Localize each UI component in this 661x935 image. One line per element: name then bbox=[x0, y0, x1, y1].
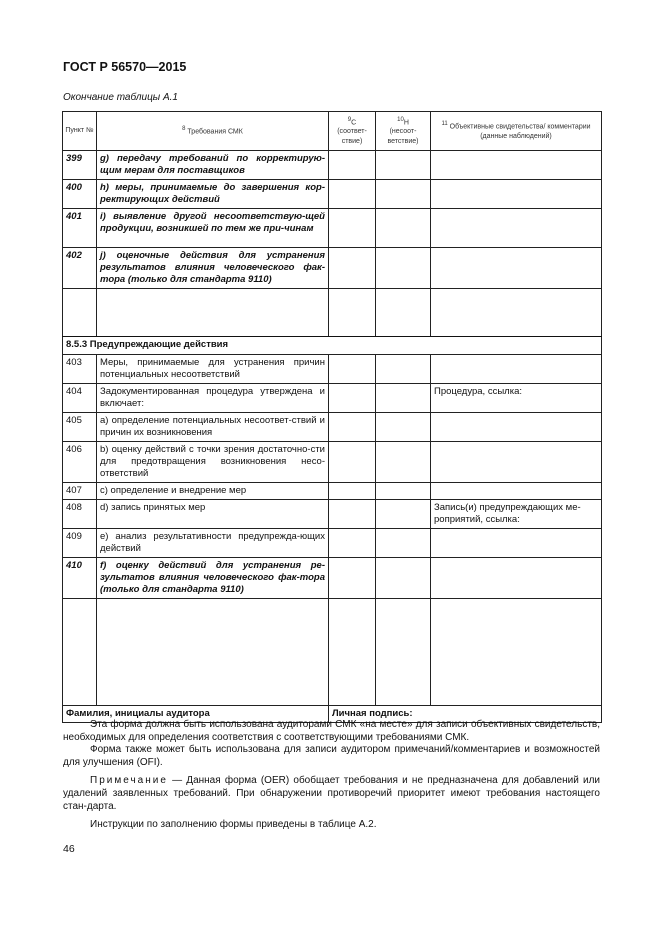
row-requirement: Меры, принимаемые для устранения причин потенциальных несоответствий bbox=[97, 355, 329, 384]
section-title: 8.5.3 Предупреждающие действия bbox=[63, 337, 602, 355]
row-number: 403 bbox=[63, 355, 97, 384]
row-requirement: i) выявление другой несоответствую-щей продукции, возникшей по тем же при-чинам bbox=[97, 209, 329, 248]
cell-conformity[interactable] bbox=[329, 209, 376, 248]
paragraph-instructions: Инструкции по заполнению формы приведены в таблице А.2. bbox=[90, 819, 377, 830]
row-number: 409 bbox=[63, 529, 97, 558]
cell-evidence[interactable] bbox=[431, 413, 602, 442]
row-number: 408 bbox=[63, 500, 97, 529]
row-requirement: е) анализ результативности предупрежда-ющих действий bbox=[97, 529, 329, 558]
header-evidence-number: 11 bbox=[441, 121, 448, 128]
table-row bbox=[63, 413, 602, 442]
cell-conformity[interactable] bbox=[329, 500, 376, 529]
cell-evidence[interactable] bbox=[431, 558, 602, 599]
signature-field[interactable]: Личная подпись: bbox=[329, 706, 602, 723]
table-row bbox=[63, 248, 602, 289]
header-num: Пункт № bbox=[63, 112, 97, 151]
cell-evidence[interactable] bbox=[431, 483, 602, 500]
section-row bbox=[63, 337, 602, 355]
cell-nonconformity[interactable] bbox=[376, 413, 431, 442]
table-row bbox=[63, 442, 602, 483]
row-requirement: f) оценку действий для устранения ре-зультатов влияния человеческого фак-тора (только для стандарта 9110) bbox=[97, 558, 329, 599]
note-label: Примечание bbox=[90, 775, 168, 786]
cell-conformity[interactable] bbox=[329, 248, 376, 289]
table-row bbox=[63, 180, 602, 209]
table-row bbox=[63, 483, 602, 500]
row-number: 405 bbox=[63, 413, 97, 442]
table-row bbox=[63, 529, 602, 558]
cell-nonconformity[interactable] bbox=[376, 500, 431, 529]
cell-evidence[interactable] bbox=[431, 248, 602, 289]
note-paragraph bbox=[63, 774, 600, 813]
row-number: 410 bbox=[63, 558, 97, 599]
header-nonconformity-number: 10 bbox=[397, 116, 404, 123]
cell-evidence[interactable]: Запись(и) предупреждающих ме-роприятий, ссылка: bbox=[431, 500, 602, 529]
row-number: 404 bbox=[63, 384, 97, 413]
blank-row bbox=[63, 599, 602, 706]
blank-row bbox=[63, 289, 602, 337]
cell-conformity[interactable] bbox=[329, 384, 376, 413]
header-requirements-number: 8 bbox=[182, 126, 186, 133]
cell-nonconformity[interactable] bbox=[376, 529, 431, 558]
table-row bbox=[63, 384, 602, 413]
requirements-table bbox=[62, 111, 602, 723]
cell-conformity[interactable] bbox=[329, 483, 376, 500]
cell-conformity[interactable] bbox=[329, 151, 376, 180]
row-requirement: b) оценку действий с точки зрения достаточно-сти для предотвращения возникновения несо-ответствий bbox=[97, 442, 329, 483]
table-row bbox=[63, 500, 602, 529]
row-requirement: Задокументированная процедура утверждена и включает: bbox=[97, 384, 329, 413]
cell-evidence[interactable] bbox=[431, 180, 602, 209]
table-caption: Окончание таблицы А.1 bbox=[63, 92, 178, 103]
table-row bbox=[63, 209, 602, 248]
row-requirement: а) определение потенциальных несоответ-ствий и причин их возникновения bbox=[97, 413, 329, 442]
row-number: 400 bbox=[63, 180, 97, 209]
cell-evidence[interactable]: Процедура, ссылка: bbox=[431, 384, 602, 413]
note-text: — Данная форма (OER) обобщает требования и не предназначена для добавлений или удалений заявленных требований. При обнаружении противоречий приоритет имеют требования настоящего стан-дарта. bbox=[63, 775, 600, 812]
cell-nonconformity[interactable] bbox=[376, 248, 431, 289]
header-conformity-number: 9 bbox=[347, 116, 352, 123]
auditor-name-field[interactable]: Фамилия, инициалы аудитора bbox=[63, 706, 329, 723]
paragraph-form-use: Форма также может быть использована для записи аудитором примечаний/комментариев и возможностей для улучшения (OFI). bbox=[63, 744, 600, 768]
cell-conformity[interactable] bbox=[329, 442, 376, 483]
cell-nonconformity[interactable] bbox=[376, 180, 431, 209]
cell-nonconformity[interactable] bbox=[376, 558, 431, 599]
row-number: 406 bbox=[63, 442, 97, 483]
cell-nonconformity[interactable] bbox=[376, 442, 431, 483]
table-row bbox=[63, 151, 602, 180]
cell-evidence[interactable] bbox=[431, 529, 602, 558]
row-number: 401 bbox=[63, 209, 97, 248]
row-number: 402 bbox=[63, 248, 97, 289]
cell-conformity[interactable] bbox=[329, 529, 376, 558]
row-requirement: d) запись принятых мер bbox=[97, 500, 329, 529]
row-requirement: g) передачу требований по корректирую-щим мерам для поставщиков bbox=[97, 151, 329, 180]
row-requirement: j) оценочные действия для устранения результатов влияния человеческого фак-тора (только для стандарта 9110) bbox=[97, 248, 329, 289]
table-row bbox=[63, 558, 602, 599]
paragraph-usage: Эта форма должна быть использована аудиторами СМК «на месте» для записи объективных свидетельств, необходимых для определения соответствия с соответствующими требованиями СМК. bbox=[63, 719, 600, 743]
row-number: 407 bbox=[63, 483, 97, 500]
table-row bbox=[63, 355, 602, 384]
row-requirement: с) определение и внедрение мер bbox=[97, 483, 329, 500]
cell-conformity[interactable] bbox=[329, 355, 376, 384]
table-header-row bbox=[63, 112, 602, 151]
cell-nonconformity[interactable] bbox=[376, 384, 431, 413]
cell-conformity[interactable] bbox=[329, 413, 376, 442]
header-nonconformity: 10Н (несоот-ветствие) bbox=[376, 112, 431, 151]
cell-nonconformity[interactable] bbox=[376, 483, 431, 500]
cell-evidence[interactable] bbox=[431, 151, 602, 180]
cell-conformity[interactable] bbox=[329, 558, 376, 599]
header-evidence: 11 Объективные свидетельства/ комментарии (данные наблюдений) bbox=[431, 112, 602, 151]
header-requirements: 8 Требования СМК bbox=[97, 112, 329, 151]
cell-evidence[interactable] bbox=[431, 442, 602, 483]
cell-evidence[interactable] bbox=[431, 209, 602, 248]
cell-evidence[interactable] bbox=[431, 355, 602, 384]
cell-nonconformity[interactable] bbox=[376, 209, 431, 248]
row-number: 399 bbox=[63, 151, 97, 180]
cell-nonconformity[interactable] bbox=[376, 355, 431, 384]
cell-nonconformity[interactable] bbox=[376, 151, 431, 180]
document-title: ГОСТ Р 56570—2015 bbox=[63, 60, 187, 74]
page-number: 46 bbox=[63, 843, 75, 855]
row-requirement: h) меры, принимаемые до завершения кор-ректирующих действий bbox=[97, 180, 329, 209]
header-conformity: 9С (соответ-ствие) bbox=[329, 112, 376, 151]
cell-conformity[interactable] bbox=[329, 180, 376, 209]
